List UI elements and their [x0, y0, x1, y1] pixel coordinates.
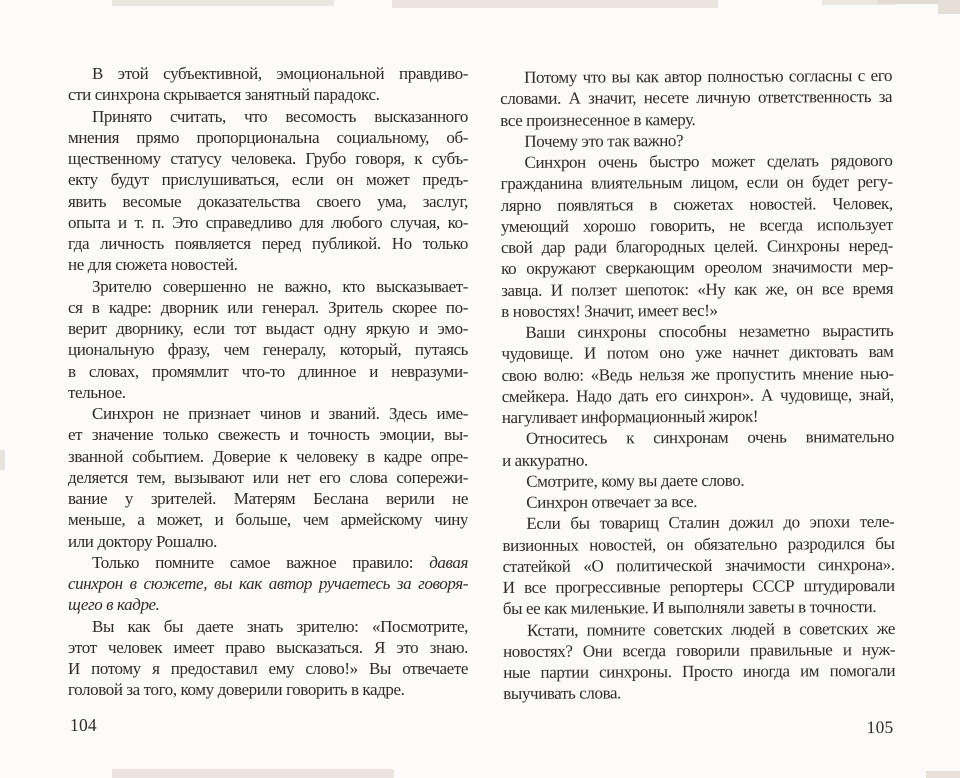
text-line: головой за того, кому доверили говорить в кадре.	[68, 680, 405, 700]
text-line: Кстати, помните советских людей в советских же	[526, 618, 895, 640]
text-line: ные партии синхроны. Просто иногда им помогали	[503, 660, 896, 682]
page-body	[68, 63, 468, 701]
text-line: Синхрон не признает чинов и званий. Здесь име-	[92, 404, 468, 423]
text-line: тельное.	[68, 382, 126, 402]
page-right	[500, 65, 896, 767]
text-line: умеющий хорошо говорить, не всегда использует	[500, 214, 893, 236]
text-line: этот человек имеет право высказаться. Я это знаю.	[68, 637, 468, 657]
page-number: 105	[866, 716, 894, 738]
text-line: Синхрон отвечает за все.	[526, 491, 698, 512]
text-line: Синхрон очень быстро может сделать рядового	[524, 150, 893, 172]
text-line: Если бы товарищ Сталин дожил до эпохи теле-	[526, 512, 895, 534]
page-number: 104	[70, 715, 97, 735]
scan-artifact	[392, 0, 718, 8]
text-line: или доктору Рошалю.	[68, 531, 217, 551]
text-line: ко окружают сверкающим ореолом значимости мер-	[501, 257, 894, 279]
text-line: завца. И ползет шепоток: «Ну как же, он все время	[501, 278, 894, 300]
text-line: не для сюжета новостей.	[68, 255, 238, 275]
scan-artifact	[926, 771, 960, 778]
text-line: Вы как бы даете знать зрителю: «Посмотрите,	[92, 616, 468, 636]
text-line: визионных новостей, он обязательно разродился бы	[502, 533, 895, 555]
text-line: опыта и т. п. Это справедливо для любого случая, ко-	[68, 212, 468, 232]
text-line: ся в кадре: дворник или генерал. Зритель скорее по-	[68, 297, 468, 317]
text-line: свою волю: «Ведь нельзя же пропустить мнение нью-	[501, 363, 894, 385]
text-line: вание у зрителей. Матерям Беслана верили не	[68, 489, 468, 508]
text-line: екту будут прислушиваться, если он может предъ-	[68, 170, 468, 190]
text-line: Почему это так важно?	[524, 130, 684, 151]
text-line: нагуливает информационный жирок!	[501, 406, 759, 427]
page-body	[500, 65, 895, 705]
text-line: Ваши синхроны способны незаметно вырастить	[525, 320, 894, 342]
text-line: гда личность появляется перед публикой. Но только	[68, 234, 468, 253]
text-line: Потому что вы как автор полностью согласны с его	[524, 65, 893, 87]
scan-artifact	[0, 450, 5, 470]
text-line: Относитесь к синхронам очень внимательно	[525, 427, 894, 449]
text-line: чудовище. И потом оно уже начнет диктовать вам	[501, 342, 894, 364]
text-line: в словах, промямлит что-то длинное и невразуми-	[68, 361, 468, 381]
text-line: Только помните самое важное правило: давая	[92, 552, 468, 572]
text-line: явить весомые доказательства своего ума, заслуг,	[68, 191, 468, 211]
text-line: статейкой «О политической значимости синхрона».	[502, 554, 895, 576]
text-line: выучивать слова.	[503, 683, 622, 704]
text-line: ет значение только свежесть и точность эмоции, вы-	[68, 425, 468, 445]
text-line: верит дворнику, если тот выдаст одну яркую и эмо-	[68, 319, 468, 338]
scan-artifact	[112, 0, 334, 6]
text-line: синхрон в сюжете, вы как автор ручаетесь за говоря-	[68, 574, 468, 593]
text-line: Зрителю совершенно не важно, кто высказывает-	[92, 276, 468, 296]
text-line: и аккуратно.	[502, 450, 588, 470]
text-line: в новостях! Значит, имеет вес!»	[501, 300, 718, 321]
text-line: мнения прямо пропорциональна социальному, об-	[68, 127, 468, 147]
text-line: Смотрите, кому вы даете слово.	[526, 470, 745, 491]
text-line: смейкера. Надо дать его синхрон». А чудовище, знай,	[501, 384, 894, 406]
text-line: званной событием. Доверие к человеку в кадре опре-	[68, 446, 468, 466]
text-line: все произнесенное в камеру.	[500, 109, 696, 130]
text-line: И все прогрессивные репортеры СССР штудировали	[502, 575, 895, 597]
text-line: сти синхрона скрывается занятный парадокс.	[68, 85, 380, 105]
text-line: щественному статусу человека. Грубо говоря, к субъ-	[68, 149, 468, 168]
text-line: Принято считать, что весомость высказанного	[92, 106, 468, 126]
scan-artifact	[112, 769, 394, 778]
text-line: словами. А значит, несете личную ответственность за	[500, 87, 893, 109]
text-line: бы ее как миленькие. И выполняли заветы в точности.	[502, 597, 877, 619]
text-line: новостях? Они всегда говорили правильные и нуж-	[503, 639, 896, 661]
text-line: щего в кадре.	[68, 595, 160, 615]
text-line: гражданина влиятельным лицом, если он будет регу-	[500, 172, 893, 194]
text-line: В этой субъективной, эмоциональной правдиво-	[92, 64, 468, 83]
scan-artifact	[938, 0, 960, 14]
text-line: свой дар ради благородных целей. Синхроны неред-	[500, 235, 893, 257]
text-line: циональную фразу, чем генералу, который, путаясь	[68, 340, 468, 360]
text-line: И потому я предоставил ему слово!» Вы отвечаете	[68, 659, 468, 678]
text-line: меньше, а может, и больше, чем армейскому чину	[68, 510, 468, 530]
text-line: лярно появляться в сюжетах новостей. Человек,	[500, 193, 893, 215]
page-left	[68, 63, 468, 763]
text-line: деляется тем, вызывают или нет его слова сопережи-	[68, 467, 468, 487]
